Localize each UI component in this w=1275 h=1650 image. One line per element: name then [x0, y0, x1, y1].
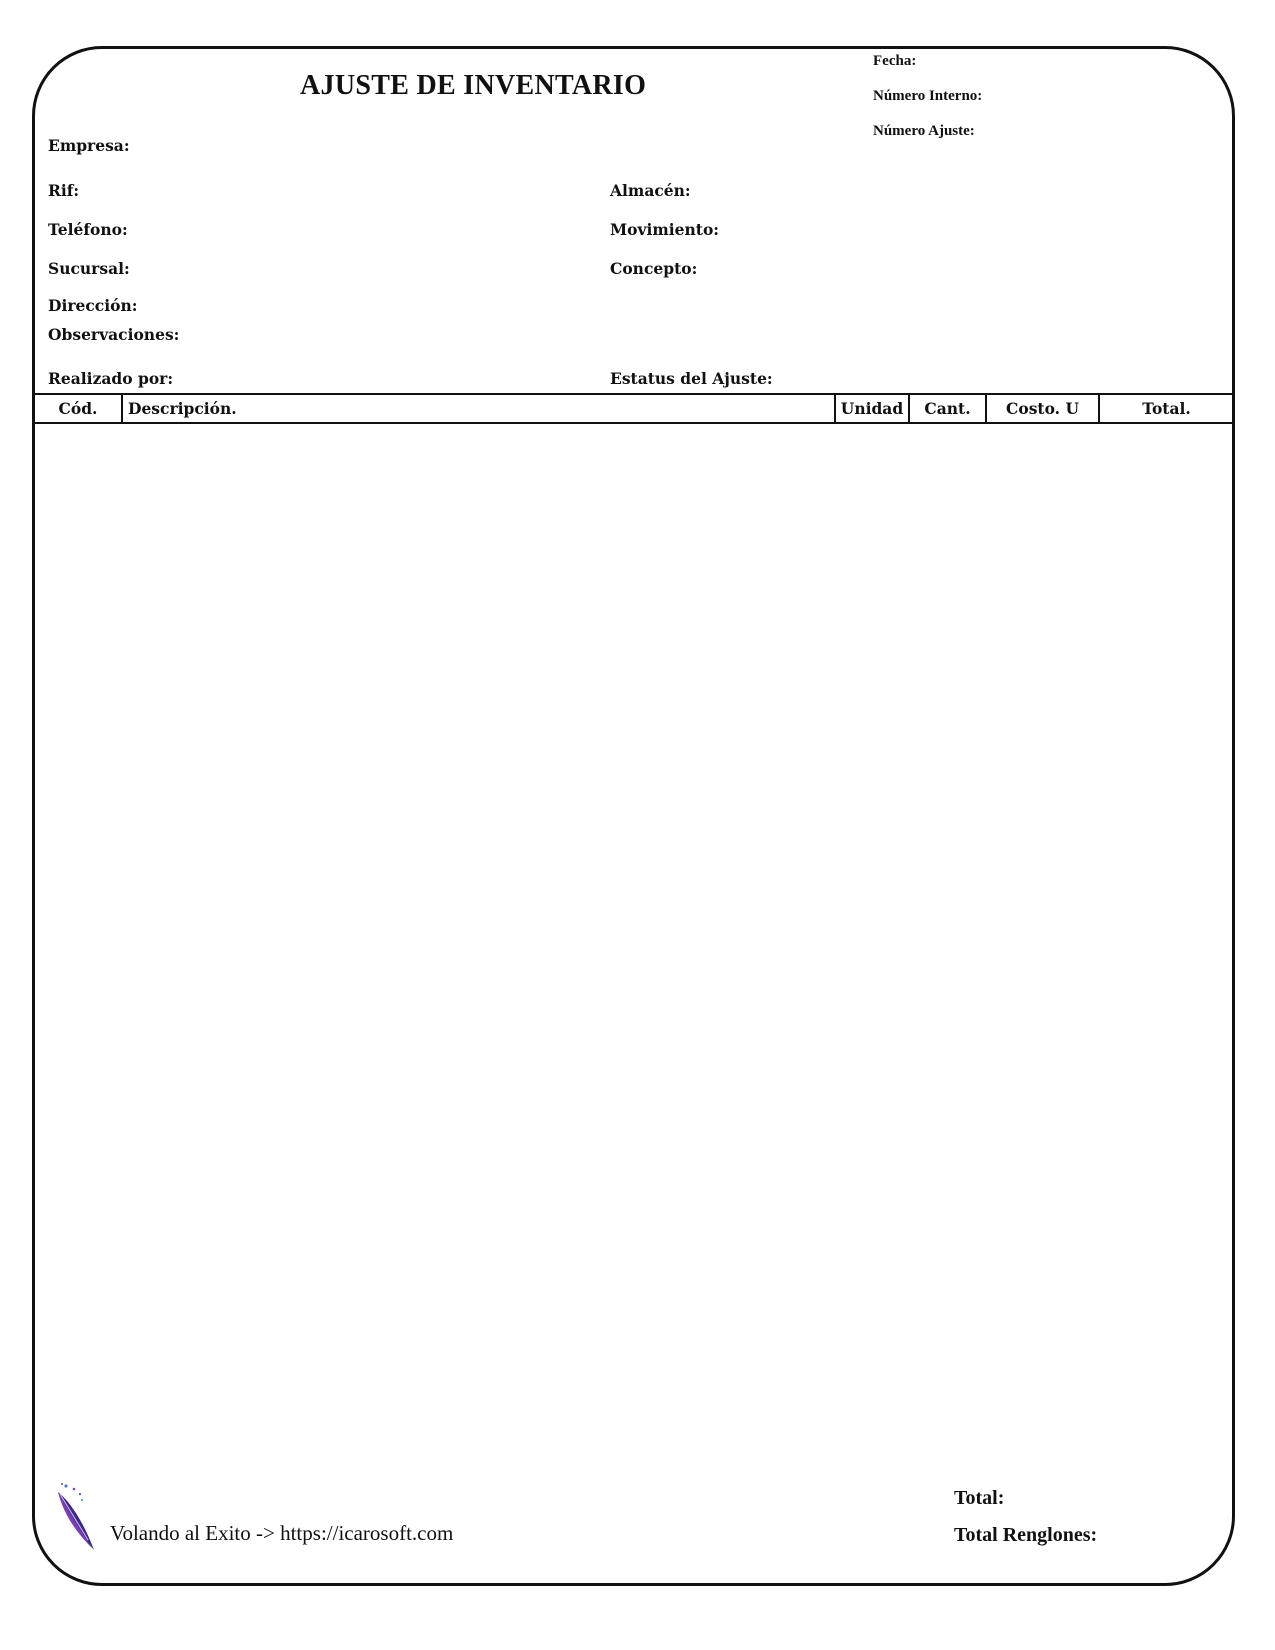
movimiento-label: Movimiento:: [610, 220, 720, 239]
document-title: AJUSTE DE INVENTARIO: [300, 70, 647, 101]
rif-label: Rif:: [48, 181, 80, 200]
telefono-label: Teléfono:: [48, 220, 128, 239]
footer-slogan: Volando al Exito -> https://icarosoft.com: [110, 1521, 454, 1545]
observaciones-label: Observaciones:: [48, 325, 180, 344]
column-divider: [121, 395, 123, 422]
column-total: Total.: [1142, 399, 1191, 418]
column-cant: Cant.: [924, 399, 971, 418]
direccion-label: Dirección:: [48, 296, 138, 315]
items-table-header: [34, 393, 1233, 424]
total-label: Total:: [954, 1487, 1005, 1509]
sucursal-label: Sucursal:: [48, 259, 130, 278]
column-costo-u: Costo. U: [1006, 399, 1079, 418]
total-renglones-label: Total Renglones:: [954, 1524, 1098, 1546]
empresa-label: Empresa:: [48, 136, 130, 155]
column-cod: Cód.: [58, 399, 98, 418]
almacen-label: Almacén:: [610, 181, 691, 200]
feather-logo-icon: [54, 1480, 98, 1552]
realizado-por-label: Realizado por:: [48, 369, 174, 388]
column-descripcion: Descripción.: [128, 399, 237, 418]
numero-ajuste-label: Número Ajuste:: [873, 123, 975, 139]
column-unidad: Unidad: [840, 399, 904, 418]
estatus-label: Estatus del Ajuste:: [610, 369, 773, 388]
fecha-label: Fecha:: [873, 53, 917, 69]
numero-interno-label: Número Interno:: [873, 88, 983, 104]
concepto-label: Concepto:: [610, 259, 698, 278]
